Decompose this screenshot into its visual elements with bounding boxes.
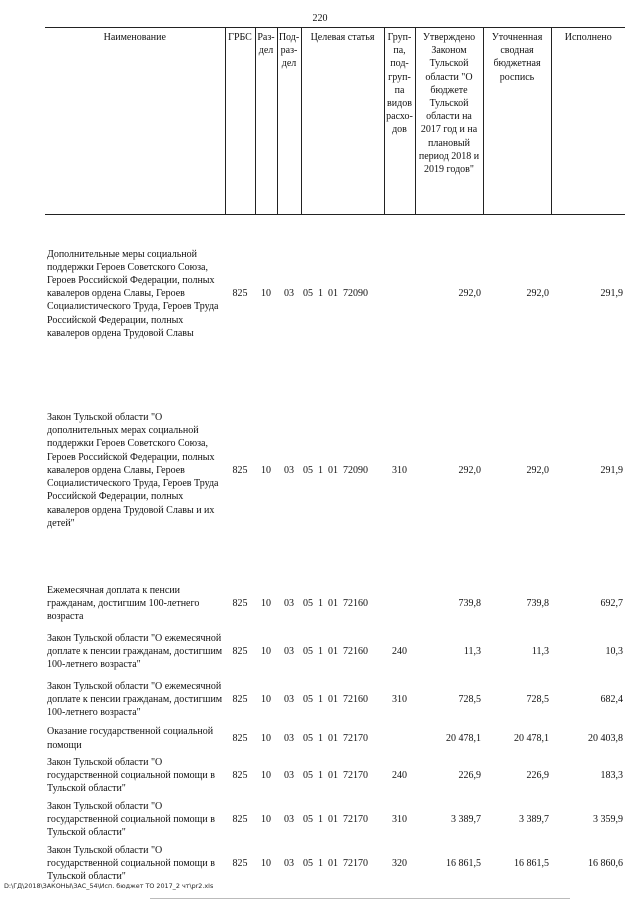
target-program: 05 (303, 693, 313, 705)
cell-refined: 226,9 (526, 769, 549, 781)
cell-podrazdel: 03 (284, 813, 294, 825)
target-program: 05 (303, 645, 313, 657)
cell-refined: 739,8 (526, 597, 549, 609)
cell-razdel: 10 (261, 597, 271, 609)
cell-grbs: 825 (232, 769, 248, 781)
cell-podrazdel: 03 (284, 288, 294, 300)
target-direction: 72170 (343, 732, 368, 744)
target-direction: 72160 (343, 693, 368, 705)
cell-name: Закон Тульской области "О дополнительных мерах социальной поддержки Героев Советского Союза, Героев Российской Федерации, полных кавалеров ордена Славы, Героев Социалистического Труда, Героев Труда Российской Федерации, полных кавалеров ордена Трудовой Славы и их детей" (47, 412, 219, 529)
cell-done: 20 403,8 (588, 732, 623, 744)
cell-podrazdel: 03 (284, 857, 294, 869)
target-event: 01 (328, 288, 338, 300)
cell-razdel: 10 (261, 732, 271, 744)
cell-expense-type (384, 215, 415, 373)
cell-done: 183,3 (600, 769, 623, 781)
cell-approved: 292,0 (458, 464, 481, 476)
cell-grbs: 825 (232, 597, 248, 609)
table-row (45, 628, 625, 676)
target-direction: 72170 (343, 857, 368, 869)
cell-target-article (301, 386, 384, 556)
cell-done: 16 860,6 (588, 857, 623, 869)
cell-expense-type (384, 580, 415, 628)
cell-name: Дополнительные меры социальной поддержки Героев Советского Союза, Героев Российской Федерации, полных кавалеров ордена Славы, Героев Социалистического Труда, Героев Труда Российской Федерации, полных кавалеров ордена Трудовой Славы (47, 248, 219, 339)
cell-razdel: 10 (261, 464, 271, 476)
header-name: Наименование (45, 28, 225, 215)
target-direction: 72090 (343, 288, 368, 300)
cell-expense-type: 310 (392, 813, 407, 825)
cell-podrazdel: 03 (284, 464, 294, 476)
cell-approved: 739,8 (458, 597, 481, 609)
cell-target-article (301, 754, 384, 798)
table-row (45, 676, 625, 724)
target-event: 01 (328, 645, 338, 657)
target-subprogram: 1 (318, 645, 323, 657)
cell-grbs: 825 (232, 288, 248, 300)
cell-approved: 226,9 (458, 769, 481, 781)
target-program: 05 (303, 813, 313, 825)
target-direction: 72170 (343, 813, 368, 825)
cell-grbs: 825 (232, 464, 248, 476)
cell-expense-type: 320 (392, 857, 407, 869)
target-event: 01 (328, 693, 338, 705)
cell-razdel: 10 (261, 857, 271, 869)
target-subprogram: 1 (318, 288, 323, 300)
table-row (45, 386, 625, 556)
footer-divider (150, 898, 570, 899)
target-program: 05 (303, 769, 313, 781)
table-row (45, 724, 625, 754)
cell-podrazdel: 03 (284, 732, 294, 744)
cell-expense-type: 240 (392, 645, 407, 657)
target-direction: 72160 (343, 645, 368, 657)
cell-refined: 728,5 (526, 693, 549, 705)
target-direction: 72090 (343, 464, 368, 476)
header-done: Исполнено (551, 28, 625, 215)
cell-grbs: 825 (232, 732, 248, 744)
table-row (45, 798, 625, 842)
header-approved: Утверждено Законом Тульской области "О бюджете Тульской области на 2017 год и на плановый период 2018 и 2019 годов" (415, 28, 483, 215)
cell-refined: 292,0 (526, 464, 549, 476)
cell-refined: 292,0 (526, 288, 549, 300)
cell-done: 10,3 (605, 645, 623, 657)
cell-refined: 16 861,5 (514, 857, 549, 869)
header-target-article: Целевая статья (301, 28, 384, 215)
file-path-footer: D:\ГД\2018\ЗАКОНЫ\ЗАС_54\Исп. бюджет ТО 2017_2 чт\pr2.xls (4, 882, 214, 890)
header-podrazdel: Под-раз-дел (277, 28, 301, 215)
cell-razdel: 10 (261, 693, 271, 705)
cell-expense-type: 310 (392, 464, 407, 476)
cell-approved: 292,0 (458, 288, 481, 300)
cell-target-article (301, 798, 384, 842)
cell-done: 3 359,9 (593, 813, 623, 825)
cell-target-article (301, 215, 384, 373)
cell-done: 682,4 (600, 693, 623, 705)
cell-target-article (301, 842, 384, 886)
cell-approved: 20 478,1 (446, 732, 481, 744)
cell-approved: 728,5 (458, 693, 481, 705)
cell-name: Закон Тульской области "О ежемесячной доплате к пенсии гражданам, достигшим 100-летнего возраста" (47, 680, 223, 719)
cell-name: Ежемесячная доплата к пенсии гражданам, достигшим 100-летнего возраста (47, 584, 200, 623)
header-grbs: ГРБС (225, 28, 255, 215)
cell-refined: 20 478,1 (514, 732, 549, 744)
cell-expense-type (384, 724, 415, 754)
target-subprogram: 1 (318, 464, 323, 476)
target-program: 05 (303, 597, 313, 609)
header-razdel: Раз-дел (255, 28, 277, 215)
cell-razdel: 10 (261, 813, 271, 825)
cell-grbs: 825 (232, 857, 248, 869)
cell-podrazdel: 03 (284, 693, 294, 705)
cell-podrazdel: 03 (284, 645, 294, 657)
target-event: 01 (328, 857, 338, 869)
header-expense-type: Груп-па, под-груп-па видов расхо-дов (384, 28, 415, 215)
cell-grbs: 825 (232, 813, 248, 825)
cell-approved: 16 861,5 (446, 857, 481, 869)
target-event: 01 (328, 464, 338, 476)
cell-refined: 11,3 (531, 645, 549, 657)
row-spacer (45, 373, 625, 386)
table-row (45, 215, 625, 373)
cell-target-article (301, 628, 384, 676)
cell-target-article (301, 580, 384, 628)
target-subprogram: 1 (318, 693, 323, 705)
cell-grbs: 825 (232, 693, 248, 705)
cell-approved: 3 389,7 (451, 813, 481, 825)
table-row (45, 842, 625, 886)
cell-name: Закон Тульской области "О ежемесячной доплате к пенсии гражданам, достигшим 100-летнего возраста" (47, 632, 223, 671)
target-program: 05 (303, 464, 313, 476)
cell-name: Закон Тульской области "О государственной социальной помощи в Тульской области" (47, 844, 215, 883)
target-program: 05 (303, 857, 313, 869)
cell-expense-type: 240 (392, 769, 407, 781)
cell-name: Закон Тульской области "О государственной социальной помощи в Тульской области" (47, 756, 215, 795)
target-event: 01 (328, 769, 338, 781)
target-program: 05 (303, 288, 313, 300)
cell-done: 291,9 (600, 464, 623, 476)
target-event: 01 (328, 813, 338, 825)
target-event: 01 (328, 597, 338, 609)
table-row (45, 754, 625, 798)
cell-razdel: 10 (261, 288, 271, 300)
header-row (45, 28, 625, 215)
target-subprogram: 1 (318, 813, 323, 825)
target-subprogram: 1 (318, 597, 323, 609)
target-subprogram: 1 (318, 857, 323, 869)
target-direction: 72160 (343, 597, 368, 609)
cell-razdel: 10 (261, 645, 271, 657)
cell-done: 692,7 (600, 597, 623, 609)
target-event: 01 (328, 732, 338, 744)
budget-table (45, 27, 625, 886)
table-body (45, 215, 625, 886)
cell-done: 291,9 (600, 288, 623, 300)
cell-target-article (301, 724, 384, 754)
cell-target-article (301, 676, 384, 724)
table-row (45, 580, 625, 628)
target-subprogram: 1 (318, 732, 323, 744)
target-direction: 72170 (343, 769, 368, 781)
header-refined: Уточненная сводная бюджетная роспись (483, 28, 551, 215)
cell-grbs: 825 (232, 645, 248, 657)
cell-refined: 3 389,7 (519, 813, 549, 825)
cell-podrazdel: 03 (284, 597, 294, 609)
cell-podrazdel: 03 (284, 769, 294, 781)
cell-expense-type: 310 (392, 693, 407, 705)
target-subprogram: 1 (318, 769, 323, 781)
target-program: 05 (303, 732, 313, 744)
cell-name: Оказание государственной социальной помощи (47, 726, 214, 751)
row-spacer (45, 556, 625, 580)
cell-razdel: 10 (261, 769, 271, 781)
page-number: 220 (312, 13, 328, 24)
cell-approved: 11,3 (463, 645, 481, 657)
cell-name: Закон Тульской области "О государственной социальной помощи в Тульской области" (47, 800, 215, 839)
